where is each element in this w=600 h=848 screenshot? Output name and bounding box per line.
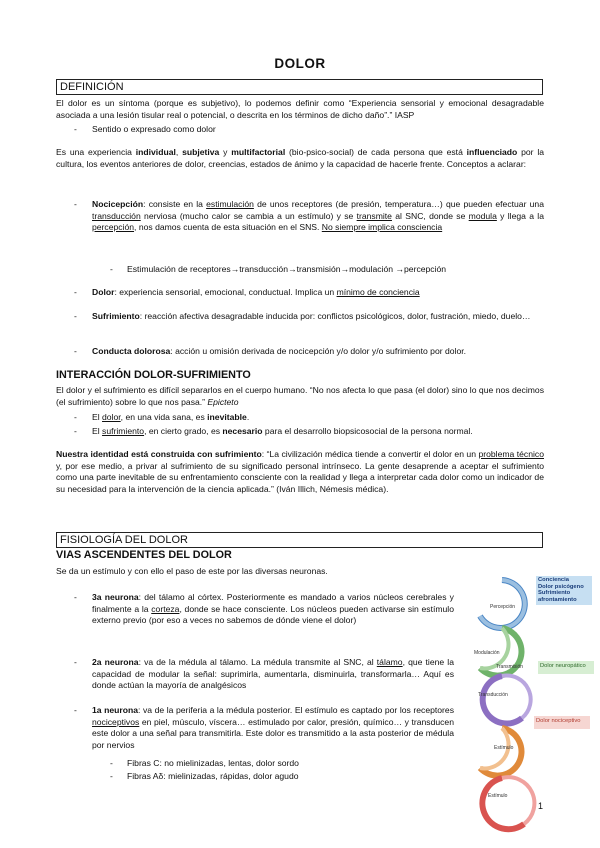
bullet-dash: - <box>74 311 77 321</box>
text-span: dolor <box>102 412 121 422</box>
bullet-dash: - <box>74 705 77 715</box>
fibras-ad-item: Fibras Aδ: mielinizadas, rápidas, dolor agudo <box>127 771 299 781</box>
text-span: : consiste en la <box>143 199 207 209</box>
term-label: Sufrimiento <box>92 311 140 321</box>
experience-paragraph <box>56 147 544 170</box>
text-span: , nos damos cuenta de esta situación en el SNS. <box>134 222 322 233</box>
text-span: problema técnico <box>478 449 544 459</box>
dolor-item <box>92 287 544 299</box>
text-span: Epicteto <box>207 396 239 407</box>
section-header-fisiologia: FISIOLOGÍA DEL DOLOR <box>56 532 543 548</box>
text-span: y, por ese medio, a privar al sufrimiento de su significado personal intrínseco. La gente desaprende a aceptar el sufrimiento como una parte inevitable de su enfrentamiento consciente con la realidad y llega a interpretar cada dolor como un indicador de su necesidad para la intervención de la ciencia aplicada.” (Iván Illich, Némesis médica). <box>56 460 544 494</box>
bullet-dash: - <box>110 264 113 274</box>
cycle-arc-purple <box>483 676 522 724</box>
page-title: DOLOR <box>274 56 326 71</box>
text-span: individual <box>135 147 176 157</box>
text-span: . <box>246 412 250 422</box>
vias-heading: VIAS ASCENDENTES DEL DOLOR <box>56 549 232 561</box>
cycle-label: Estímulo <box>488 793 508 799</box>
bullet-dash: - <box>110 758 113 768</box>
text-span: sufrimiento <box>102 426 145 436</box>
text-span: Nuestra identidad está construida con sufrimiento <box>56 449 262 459</box>
term-label: Nocicepción <box>92 199 144 209</box>
text-span: El <box>92 412 103 422</box>
interaccion-heading: INTERACCIÓN DOLOR-SUFRIMIENTO <box>56 369 251 381</box>
text-span: para el desarrollo biopsicosocial de la persona normal. <box>262 426 473 436</box>
term-label: Conducta dolorosa <box>92 346 171 356</box>
neurona-1-item <box>92 705 454 751</box>
text-span: , <box>175 147 183 157</box>
definition-paragraph: El dolor es un síntoma (porque es subjetivo), lo podemos definir como “Experiencia sensorial y emocional desagradable asociada a una lesión tisular real o potencial, o descrita en los términos de dicho daño”.” IASP <box>56 98 544 120</box>
illich-quote-paragraph <box>56 449 544 495</box>
nocicepcion-item <box>92 199 544 234</box>
definition-bullet: Sentido o expresado como dolor <box>92 124 216 134</box>
text-span: por la cultura, los eventos anteriores de dolor, creencias, estados de ánimo y la capacidad de hacerle frente. Conceptos a aclarar: <box>56 147 545 169</box>
text-span: : “La civilización médica tiende a convertir el dolor en un <box>261 449 479 459</box>
text-span: al SNC, donde se <box>391 210 469 221</box>
text-span: y <box>219 147 232 157</box>
vias-intro: Se da un estímulo y con ello el paso de este por las diversas neuronas. <box>56 566 328 576</box>
neurona-2-item <box>92 657 454 692</box>
term-label: Dolor <box>92 287 115 297</box>
text-span: percepción <box>92 222 135 233</box>
bullet-dash: - <box>74 199 77 209</box>
legend-line: Conciencia <box>538 577 569 583</box>
text-span: multifactorial <box>231 147 286 157</box>
bullet-dash: - <box>74 426 77 436</box>
text-span: , donde se hace consciente. Los núcleos pueden activarse sin estímulo externo previo (por eso a veces no sabemos de dónde viene el dolor) <box>92 603 454 626</box>
text-span: , que tiene la capacidad de modular la señal: suprimirla, aumentarla, disminuirla, transformarla… Aquí es donde actúan la mayoría de analgésicos <box>92 657 454 691</box>
page-number: 1 <box>538 801 544 811</box>
cycle-arc-red <box>482 778 524 829</box>
bullet-dash: - <box>74 657 77 667</box>
text-span: necesario <box>222 426 263 436</box>
text-span: de unos receptores (de presión, temperatura…) que pueden efectuar una <box>253 199 544 209</box>
interaccion-bullet-dolor <box>92 412 532 424</box>
sufrimiento-item <box>92 311 544 323</box>
section-header-definicion: DEFINICIÓN <box>56 79 543 95</box>
text-span: nerviosa (mucho calor se cambia a un estímulo) y se <box>140 210 357 221</box>
bullet-dash: - <box>74 124 77 134</box>
text-span: en piel, músculo, víscera… estimulado por calor, presión, químico… y transducen este dolor a una señal para transmitirla. Este dolor es transmitido a la asta posterior de médula por nervios <box>92 716 454 750</box>
text-span: (bio-psico-social) de cada persona que está <box>285 147 467 157</box>
text-span: corteza <box>151 603 180 614</box>
text-span: influenciado <box>466 147 518 157</box>
text-span: y llega a la <box>496 210 544 221</box>
interaccion-paragraph <box>56 385 544 408</box>
term-label: 2a neurona <box>92 657 139 667</box>
legend-line: Dolor psicógeno <box>538 583 584 590</box>
text-span: : del tálamo al córtex. Posteriormente es mandado a varios núcleos cerebrales y finalmente a la <box>92 592 454 614</box>
text-span: : va de la periferia a la médula posterior. El estímulo es captado por los receptores <box>138 705 454 715</box>
text-span: : va de la médula al tálamo. La médula transmite al SNC, al <box>138 657 377 667</box>
text-span: : acción u omisión derivada de nocicepción y/o dolor y/o sufrimiento por dolor. <box>170 346 467 356</box>
text-span: El dolor y el sufrimiento es difícil separarlos en el cuerpo humano. “No nos afecta lo que pasa (el dolor) sino lo que nos decimos (el sufrimiento) sobre lo que nos pasa.” <box>56 385 544 407</box>
legend-neuropatico: Dolor neuropático <box>538 661 594 674</box>
nocicepcion-chain: Estimulación de receptores→transducción→transmisión→modulación →percepción <box>127 264 447 274</box>
legend-nociceptivo: Dolor nociceptivo <box>534 716 590 729</box>
text-span: transducción <box>92 210 141 221</box>
bullet-dash: - <box>110 771 113 781</box>
text-span: nociceptivos <box>92 716 140 727</box>
cycle-label: Transducción <box>478 692 508 698</box>
legend-line: afrontamiento <box>538 596 577 603</box>
text-span: El <box>92 426 103 436</box>
bullet-dash: - <box>74 287 77 297</box>
cycle-label: Modulación <box>474 650 500 656</box>
legend-line: Sufrimiento <box>538 590 571 597</box>
term-label: 3a neurona <box>92 592 139 602</box>
text-span: : experiencia sensorial, emocional, conductual. Implica un <box>114 287 337 297</box>
cycle-label: Estímulo <box>494 745 514 751</box>
cycle-arc-lightgreen <box>480 628 509 668</box>
bullet-dash: - <box>74 412 77 422</box>
bullet-dash: - <box>74 346 77 356</box>
text-span: modula <box>468 210 497 221</box>
text-span: mínimo de conciencia <box>336 287 420 297</box>
cycle-arc-lightred <box>502 777 534 824</box>
bullet-dash: - <box>74 592 77 602</box>
text-span: subjetiva <box>182 147 220 157</box>
text-span: No siempre implica consciencia <box>321 222 443 233</box>
text-span: , en cierto grado, es <box>144 426 223 436</box>
conducta-item <box>92 346 544 358</box>
interaccion-bullet-sufrimiento <box>92 426 544 438</box>
cycle-label: Transmisión <box>496 664 524 670</box>
text-span: tálamo <box>376 657 403 667</box>
legend-conciencia <box>536 576 592 605</box>
text-span: : reacción afectiva desagradable inducida por: conflictos psicológicos, dolor, fustración, miedo, duelo… <box>139 311 531 321</box>
neurona-3-item <box>92 592 454 627</box>
text-span: Es una experiencia <box>56 147 136 157</box>
pain-pathway-cycle-diagram <box>462 572 542 842</box>
text-span: , en una vida sana, es <box>120 412 208 422</box>
cycle-label: Percepción <box>490 604 516 610</box>
text-span: transmite <box>356 210 392 221</box>
text-span: estimulación <box>206 199 254 209</box>
term-label: 1a neurona <box>92 705 139 715</box>
fibras-c-item: Fibras C: no mielinizadas, lentas, dolor sordo <box>127 758 299 768</box>
text-span: inevitable <box>207 412 247 422</box>
